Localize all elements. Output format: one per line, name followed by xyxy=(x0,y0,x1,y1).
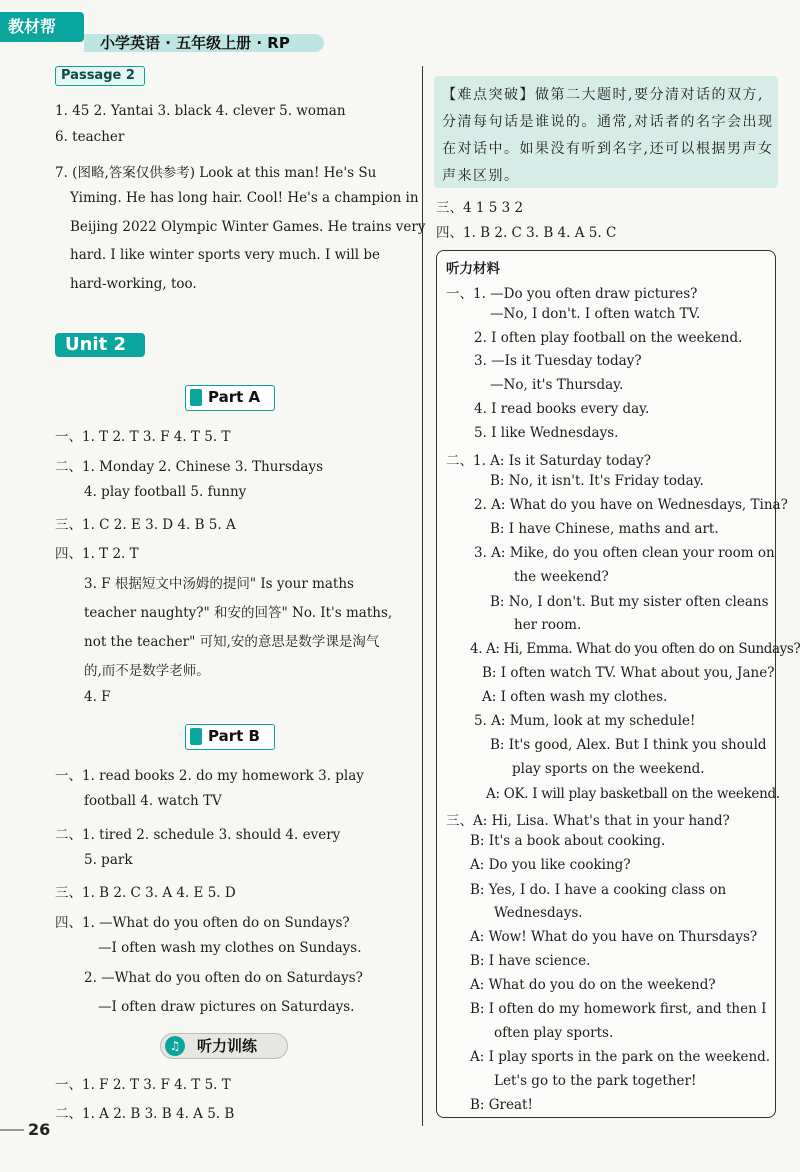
part-a-q2: 二、1. Monday 2. Chinese 3. Thursdays xyxy=(55,459,324,475)
part-a-label xyxy=(185,385,275,411)
part-a-q4-3a: 3. F 根据短文中汤姆的提问" Is your maths xyxy=(84,576,354,592)
part-a-q4-3c: not the teacher" 可知,安的意思是数学课是淘气 xyxy=(84,634,380,650)
material-line: her room. xyxy=(514,617,582,633)
passage-essay-line-1: 7. (图略,答案仅供参考) Look at this man! He's Su xyxy=(55,165,377,181)
part-a-q2b: 4. play football 5. funny xyxy=(84,484,247,500)
tip-text: 【难点突破】做第二大题时,要分清对话的双方,分清每句话是谁说的。通常,对话者的名字会出现在对话中。如果没有听到名字,还可以根据男声女声来区别。 xyxy=(442,87,774,184)
part-a-q1: 一、1. T 2. T 3. F 4. T 5. T xyxy=(55,429,231,445)
listening-label xyxy=(160,1033,288,1059)
material-line: A: Wow! What do you have on Thursdays? xyxy=(470,929,758,945)
passage-essay-line-5: hard-working, too. xyxy=(70,276,197,292)
material-line: A: OK. I will play basketball on the weekend. xyxy=(486,786,780,802)
material-line: Let's go to the park together! xyxy=(494,1073,697,1089)
material-line: Wednesdays. xyxy=(494,905,583,921)
material-line: A: I play sports in the park on the weekend. xyxy=(470,1049,771,1065)
part-b-q4-1a: 四、1. —What do you often do on Sundays? xyxy=(55,915,350,931)
part-b-q1: 一、1. read books 2. do my homework 3. play xyxy=(55,768,364,784)
material-line: 3. —Is it Tuesday today? xyxy=(474,353,642,369)
listening-q2: 二、1. A 2. B 3. B 4. A 5. B xyxy=(55,1106,235,1122)
material-line: often play sports. xyxy=(494,1025,614,1041)
material-line: 一、1. —Do you often draw pictures? xyxy=(446,286,698,302)
material-line: —No, I don't. I often watch TV. xyxy=(490,306,701,322)
passage-essay-line-2: Yiming. He has long hair. Cool! He's a champion in xyxy=(70,190,419,206)
material-line: 2. A: What do you have on Wednesdays, Tina? xyxy=(474,497,788,513)
passage-essay-line-3: Beijing 2022 Olympic Winter Games. He trains very xyxy=(70,219,426,235)
right-q4: 四、1. B 2. C 3. B 4. A 5. C xyxy=(436,225,617,241)
material-line: 4. A: Hi, Emma. What do you often do on Sundays? xyxy=(470,641,800,657)
part-b-q4-1b: —I often wash my clothes on Sundays. xyxy=(98,940,362,956)
part-b-q4-2a: 2. —What do you often do on Saturdays? xyxy=(84,970,363,986)
book-title: 小学英语 · 五年级上册 · RP xyxy=(100,34,290,52)
material-line: the weekend? xyxy=(514,569,609,585)
part-a-q4-4: 4. F xyxy=(84,689,111,705)
material-line: A: Do you like cooking? xyxy=(470,857,631,873)
passage-label: Passage 2 xyxy=(55,66,145,86)
passage-answers-1: 1. 45 2. Yantai 3. black 4. clever 5. woman xyxy=(55,103,346,119)
passage-essay-line-4: hard. I like winter sports very much. I will be xyxy=(70,247,381,263)
part-b-q4-2b: —I often draw pictures on Saturdays. xyxy=(98,999,355,1015)
material-line: B: No, it isn't. It's Friday today. xyxy=(490,473,704,489)
material-line: 三、A: Hi, Lisa. What's that in your hand? xyxy=(446,813,730,829)
listening-material-title: 听力材料 xyxy=(446,261,500,277)
part-b-q2: 二、1. tired 2. schedule 3. should 4. every xyxy=(55,827,341,843)
material-line: 2. I often play football on the weekend. xyxy=(474,330,743,346)
part-a-q4-3b: teacher naughty?" 和安的回答" No. It's maths, xyxy=(84,605,393,621)
material-line: B: It's a book about cooking. xyxy=(470,833,666,849)
material-line: A: I often wash my clothes. xyxy=(482,689,668,705)
material-line: B: Yes, I do. I have a cooking class on xyxy=(470,882,727,898)
material-line: B: I have Chinese, maths and art. xyxy=(490,521,719,537)
material-line: B: I often do my homework first, and then I xyxy=(470,1001,767,1017)
part-a-q4: 四、1. T 2. T xyxy=(55,546,139,562)
part-a-q3: 三、1. C 2. E 3. D 4. B 5. A xyxy=(55,517,236,533)
listening-text: 听力训练 xyxy=(197,1037,258,1055)
unit-label: Unit 2 xyxy=(55,333,145,357)
material-line: —No, it's Thursday. xyxy=(490,377,624,393)
material-line: 4. I read books every day. xyxy=(474,401,650,417)
material-line: B: I often watch TV. What about you, Jane? xyxy=(482,665,775,681)
part-a-text: Part A xyxy=(208,388,261,406)
part-a-q4-3d: 的,而不是数学老师。 xyxy=(84,663,210,679)
material-line: 二、1. A: Is it Saturday today? xyxy=(446,453,651,469)
material-line: 3. A: Mike, do you often clean your room on xyxy=(474,545,775,561)
material-line: B: It's good, Alex. But I think you should xyxy=(490,737,767,753)
page-number-rule xyxy=(0,1129,24,1131)
right-q3: 三、4 1 5 3 2 xyxy=(436,200,524,216)
listening-q1: 一、1. F 2. T 3. F 4. T 5. T xyxy=(55,1077,231,1093)
material-line: A: What do you do on the weekend? xyxy=(470,977,716,993)
passage-answers-2: 6. teacher xyxy=(55,129,125,145)
material-line: B: Great! xyxy=(470,1097,533,1113)
book-icon xyxy=(190,389,202,406)
part-b-text: Part B xyxy=(208,727,260,745)
material-line: 5. I like Wednesdays. xyxy=(474,425,619,441)
part-b-q1b: football 4. watch TV xyxy=(84,793,222,809)
part-b-q2b: 5. park xyxy=(84,852,133,868)
material-line: 5. A: Mum, look at my schedule! xyxy=(474,713,696,729)
page-number: 26 xyxy=(28,1120,51,1139)
part-b-q3: 三、1. B 2. C 3. A 4. E 5. D xyxy=(55,885,236,901)
material-line: B: No, I don't. But my sister often cleans xyxy=(490,594,769,610)
material-line: B: I have science. xyxy=(470,953,591,969)
series-tag: 教材帮 xyxy=(0,12,84,42)
headphones-icon: ♫ xyxy=(165,1036,185,1056)
book-icon xyxy=(190,728,202,745)
part-b-label xyxy=(185,724,275,750)
material-line: play sports on the weekend. xyxy=(512,761,705,777)
